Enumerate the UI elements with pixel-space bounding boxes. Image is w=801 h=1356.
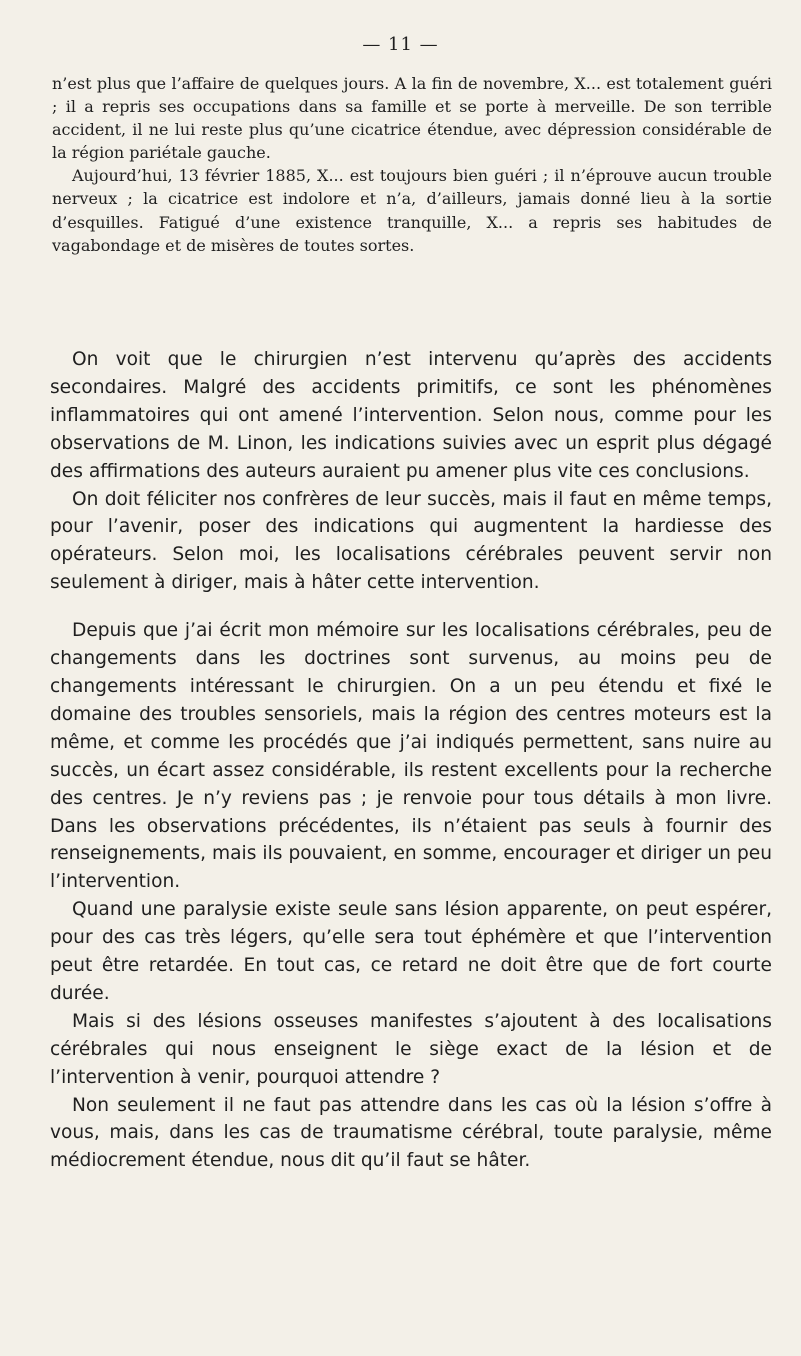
body-paragraph: On doit féliciter nos confrères de leur succès, mais il faut en même temps, pour l’avenir, poser des indications qui augmentent la hardiesse des opérateurs. Selon moi, les localisations cérébrales peuvent servir non seulement à diriger, mais à hâter cette intervention.	[50, 488, 772, 594]
case-notes	[52, 72, 772, 257]
body-paragraph: Non seulement il ne faut pas attendre dans les cas où la lésion s’offre à vous, mais, dans les cas de traumatisme cérébral, toute paralysie, même médiocrement étendue, nous dit qu’il faut se hâter.	[50, 1094, 772, 1172]
case-note-paragraph: n’est plus que l’affaire de quelques jours. A la fin de novembre, X... est totalement guéri ; il a repris ses occupations dans sa famille et se porte à merveille. De son terrible accident, il ne lui reste plus qu’une cicatrice étendue, avec dépression considérable de la région pariétale gauche.	[52, 74, 772, 163]
body-paragraph: Mais si des lésions osseuses manifestes s’ajoutent à des localisations cérébrales qui nous enseignent le siège exact de la lésion et de l’intervention à venir, pourquoi attendre ?	[50, 1010, 772, 1088]
body-paragraph: Quand une paralysie existe seule sans lésion apparente, on peut espérer, pour des cas très légers, qu’elle sera tout éphémère et que l’intervention peut être retardée. En tout cas, ce retard ne doit être que de fort courte durée.	[50, 899, 772, 1004]
body-paragraph: Depuis que j’ai écrit mon mémoire sur les localisations cérébrales, peu de changements dans les doctrines sont survenus, au moins peu de changements intéressant le chirurgien. On a un peu étendu et fixé le domaine des troubles sensoriels, mais la région des centres moteurs est la même, et comme les procédés que j’ai indiqués permettent, sans nuire au succès, un écart assez considérable, ils restent excellents pour la recherche des centres. Je n’y reviens pas ; je renvoie pour tous détails à mon livre. Dans les observations précédentes, ils n’étaient pas seuls à fournir des renseignements, mais ils pouvaient, en somme, encourager et diriger un peu l’intervention.	[50, 620, 772, 893]
page-number: — 11 —	[362, 34, 439, 55]
main-text	[50, 346, 772, 1175]
body-paragraph: On voit que le chirurgien n’est intervenu qu’après des accidents secondaires. Malgré des accidents primitifs, ce sont les phénomènes inflammatoires qui ont amené l’intervention. Selon nous, comme pour les observations de M. Linon, les indications suivies avec un esprit plus dégagé des affirmations des auteurs auraient pu amener plus vite ces conclusions.	[50, 349, 772, 482]
case-note-paragraph: Aujourd’hui, 13 février 1885, X... est toujours bien guéri ; il n’éprouve aucun trouble nerveux ; la cicatrice est indolore et n’a, d’ailleurs, jamais donné lieu à la sortie d’esquilles. Fatigué d’une existence tranquille, X... a repris ses habitudes de vagabondage et de misères de toutes sortes.	[52, 166, 772, 255]
